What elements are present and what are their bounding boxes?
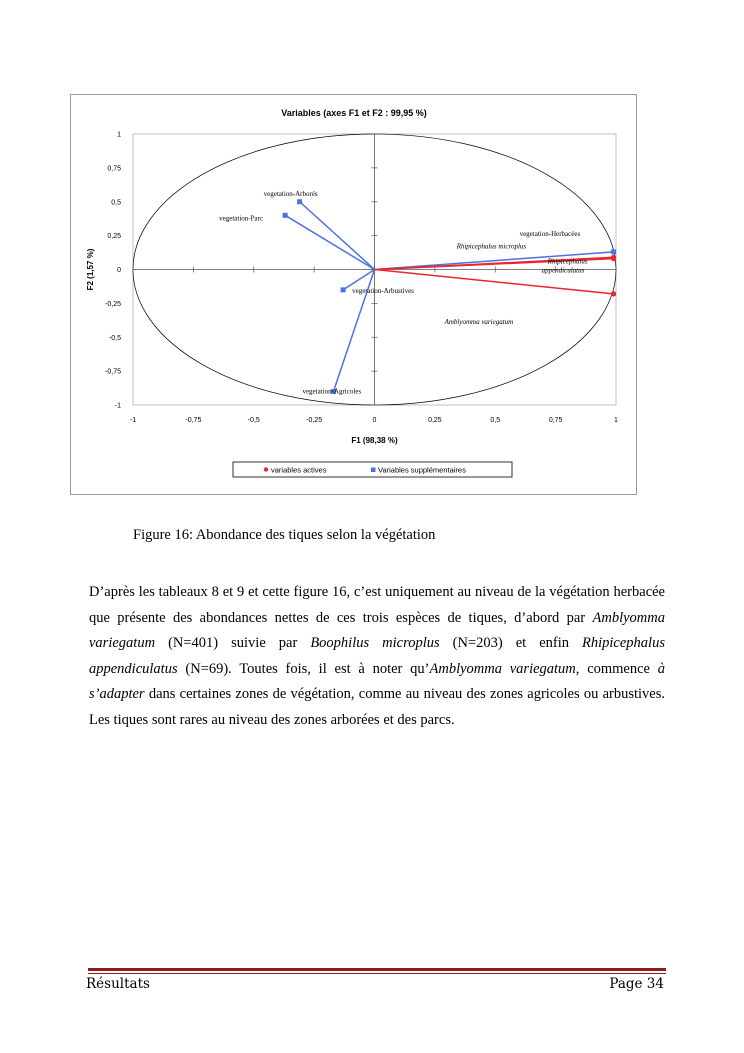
y-tick-label: -1 (114, 402, 121, 410)
active-variable-point (611, 256, 616, 261)
footer-rule-thick (88, 968, 666, 971)
point-label: vegetation-Herbacées (519, 229, 581, 238)
vector-line (300, 202, 375, 270)
x-tick-label: 0,5 (490, 417, 501, 424)
supplementary-variable-point (611, 249, 616, 254)
y-tick-label: 0,5 (111, 199, 121, 207)
chart-title: Variables (axes F1 et F2 : 99,95 %) (281, 108, 427, 118)
x-tick-label: 1 (614, 417, 618, 424)
point-label: Rhipicephalus microplus (456, 242, 527, 251)
supplementary-variable-point (283, 213, 288, 218)
figure-container (70, 94, 637, 495)
paragraph-run: D’après les tableaux 8 et 9 et cette figure 16, c’est uniquement au niveau de la végétation herbacée que présente des abondances nettes de ces trois espèces de tiques, d’abord par (89, 584, 665, 626)
species-name-italic: à s’adapter (89, 660, 666, 702)
point-label: vegetation-Arborés (263, 189, 318, 198)
paragraph-text (89, 580, 665, 733)
body-paragraph (89, 580, 665, 733)
figure-caption: Figure 16: Abondance des tiques selon la végétation (133, 527, 436, 543)
x-axis-label: F1 (98,38 %) (351, 436, 398, 445)
paragraph-run: commence (579, 660, 658, 677)
paragraph-run: (N=401) suivie par (155, 635, 311, 651)
y-tick-label: 1 (117, 131, 121, 139)
x-tick-label: -0,75 (185, 417, 202, 424)
x-tick-label: 0,25 (428, 417, 442, 424)
x-tick-label: -1 (129, 417, 137, 424)
point-label: vegetation-Agricoles (302, 387, 362, 396)
footer-page-number: Page 34 (609, 976, 664, 992)
paragraph-run: (N=69). Toutes fois, il est à noter qu’ (177, 660, 430, 677)
species-name-italic: Amblyomma variegatum, (429, 660, 580, 677)
y-tick-label: -0,75 (105, 368, 121, 376)
species-name-italic: Rhipicephalus appendiculatus (89, 635, 665, 677)
y-tick-label: -0,5 (108, 334, 121, 342)
supplementary-variable-point (341, 287, 346, 292)
species-name-italic: Boophilus microplus (310, 635, 440, 651)
x-tick-label: 0 (372, 417, 377, 424)
y-axis-label: F2 (1,57 %) (86, 248, 95, 291)
species-name-italic: Amblyomma variegatum (89, 609, 665, 651)
y-tick-label: 0,75 (107, 165, 121, 173)
footer-rule-thin (88, 973, 666, 974)
vector-line (285, 215, 374, 269)
footer-section-label: Résultats (86, 976, 150, 992)
legend-label-actives: variables actives (271, 465, 327, 475)
pca-correlation-circle-chart (71, 95, 638, 496)
paragraph-run: (N=203) et enfin (439, 635, 583, 651)
x-tick-label: -0,5 (247, 417, 260, 424)
point-label-rhipicephalus-appendiculatus: Rhipicephalus appendiculatus (541, 257, 588, 275)
paragraph-run: dans certaines zones de végétation, comme au niveau des zones agricoles ou arbustives. Les tiques sont rares au niveau des zones arborées et des parcs. (89, 686, 665, 728)
y-tick-label: 0,25 (107, 233, 121, 241)
legend-marker-actives (264, 467, 268, 471)
point-label: vegetation-Parc (219, 214, 264, 223)
point-label: vegetation-Arbustives (352, 286, 414, 295)
y-tick-label: 0 (117, 267, 121, 274)
point-label: Amblyomma variegatum (444, 317, 514, 326)
legend-marker-supplementaires (371, 468, 376, 473)
legend-label-supplementaires: Variables supplémentaires (378, 465, 466, 475)
x-tick-label: -0,25 (306, 417, 323, 424)
supplementary-variable-point (297, 199, 302, 204)
y-tick-label: -0,25 (105, 300, 121, 308)
active-variable-point (611, 291, 616, 296)
x-tick-label: 0,75 (548, 417, 563, 424)
